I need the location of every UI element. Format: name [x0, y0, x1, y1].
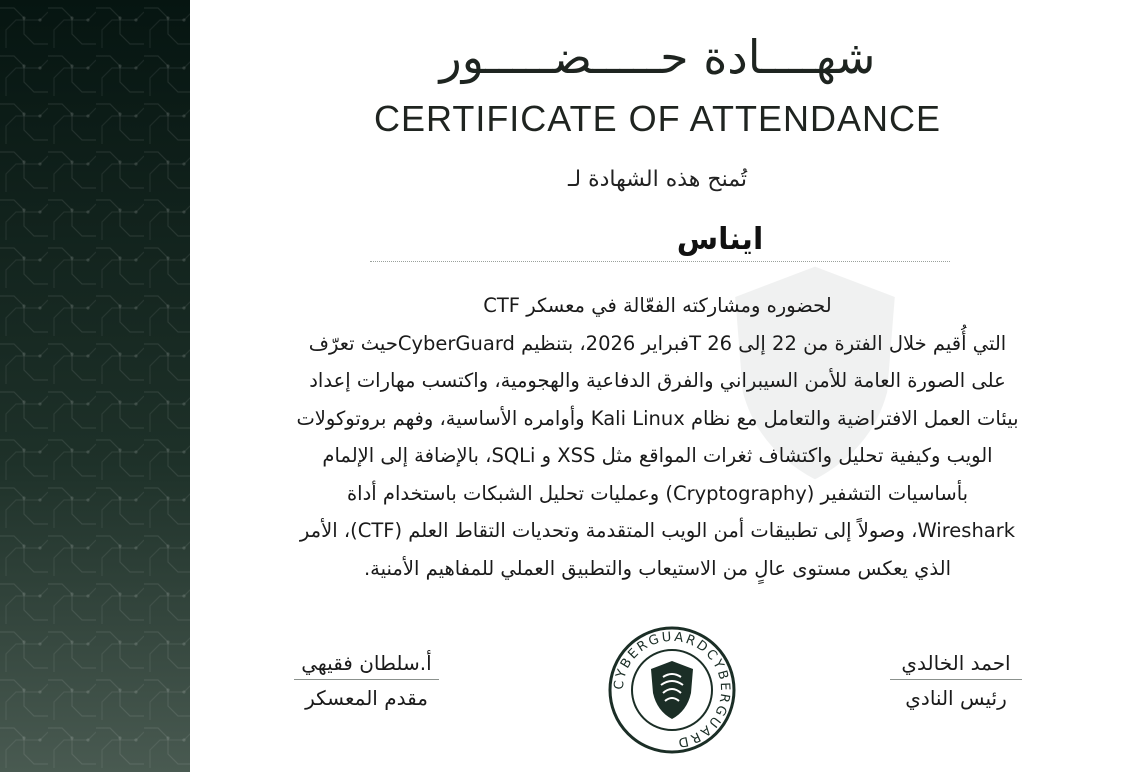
signer-role: رئيس النادي: [905, 686, 1007, 710]
signer-name: أ.سلطان فقيهي: [301, 651, 432, 675]
cyberguard-seal: [607, 625, 737, 755]
recipient-name: ايناس: [676, 222, 764, 257]
decorative-side-panel: [0, 0, 190, 772]
svg-text:CYBERGUARDCYBERGUARD: CYBERGUARDCYBERGUARD: [611, 629, 733, 751]
description-line: على الصورة العامة للأمن السيبراني والفرق الدفاعية والهجومية، واكتسب مهارات إعداد: [309, 369, 1006, 392]
circuit-pattern: [0, 0, 190, 772]
arabic-title: شهــــادة حـــــضـــــور: [439, 30, 876, 84]
description-line: الذي يعكس مستوى عالٍ من الاستيعاب والتطبيق العملي للمفاهيم الأمنية.: [363, 556, 952, 580]
recipient-underline: [370, 261, 950, 262]
description-line: التي أُقيم خلال الفترة من 22 إلى 26 Tفبراير 2026، بتنظيم CyberGuardحيث تعرّف: [308, 331, 1007, 355]
signature-block-camp-presenter: [294, 651, 439, 710]
shield-fingerprint-icon: [651, 661, 693, 719]
description-line: بأساسيات التشفير (Cryptography) وعمليات تحليل الشبكات باستخدام أداة: [346, 481, 969, 505]
granted-to-text: تُمنح هذه الشهادة لـ: [567, 167, 748, 192]
description-line: بيئات العمل الافتراضية والتعامل مع نظام Kali Linux وأوامره الأساسية، وفهم بروتوكولات: [296, 406, 1019, 430]
certificate-body: [190, 0, 1125, 772]
signer-role: مقدم المعسكر: [305, 686, 428, 710]
certificate-description: [210, 287, 1105, 587]
english-title: CERTIFICATE OF ATTENDANCE: [373, 98, 942, 139]
description-line: الويب وكيفية تحليل واكتشاف ثغرات المواقع مثل XSS و SQLi، بالإضافة إلى الإلمام: [322, 444, 993, 467]
signer-name: احمد الخالدي: [901, 651, 1011, 675]
signature-block-club-president: [890, 651, 1022, 710]
description-line: Wireshark، وصولاً إلى تطبيقات أمن الويب المتقدمة وتحديات التقاط العلم (CTF)، الأمر: [299, 519, 1016, 542]
description-line: لحضوره ومشاركته الفعّالة في معسكر CTF: [483, 294, 832, 317]
